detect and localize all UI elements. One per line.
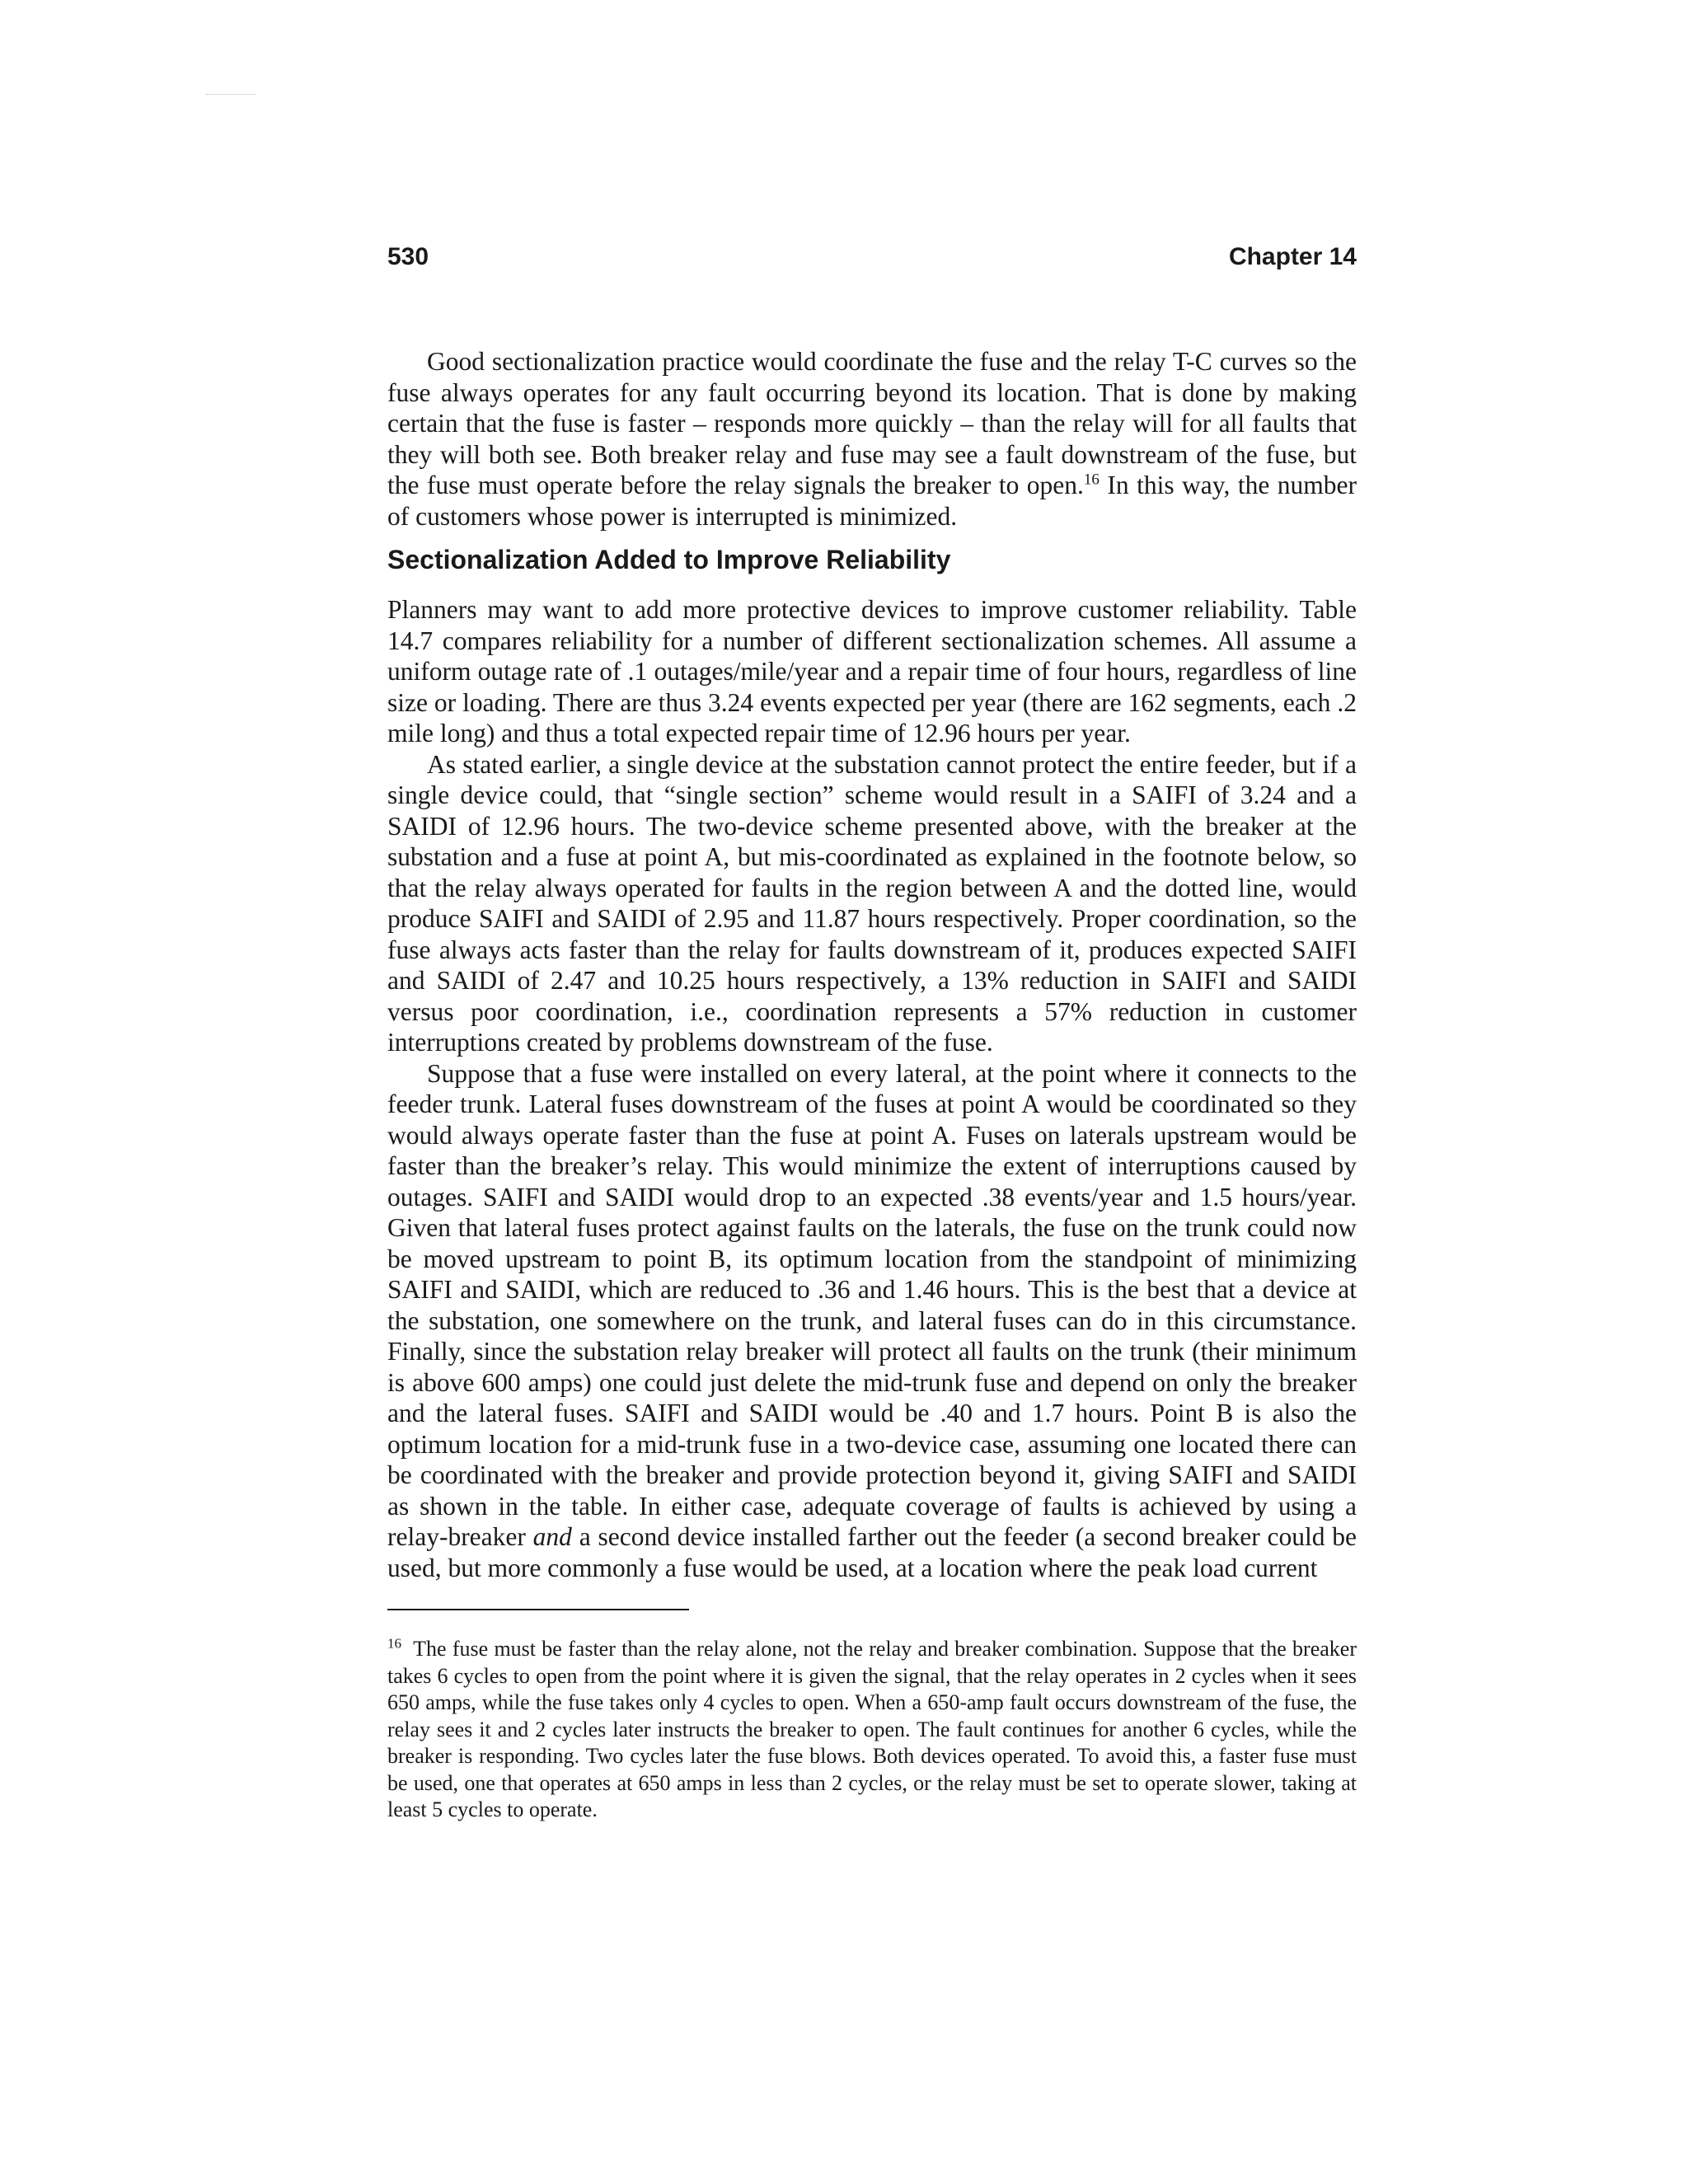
footnote-number: 16 <box>387 1635 401 1652</box>
body-text <box>387 346 1357 1583</box>
paragraph-lateral-fuses <box>387 1058 1357 1584</box>
section-heading: Sectionalization Added to Improve Reliability <box>387 545 951 574</box>
footnote-divider <box>387 1609 689 1610</box>
page-number: 530 <box>387 243 429 270</box>
paragraph-two-device-scheme: As stated earlier, a single device at the substation cannot protect the entire feeder, but if a single device could, that “single section” scheme would result in a SAIFI of 3.24 and a SAIDI of 12.96 hours. The two-device scheme presented above, with the breaker at the substation and a fuse at point A, but mis-coordinated as explained in the footnote below, so that the relay always operated for faults in the region between A and the dotted line, would produce SAIFI and SAIDI of 2.95 and 11.87 hours respectively. Proper coordination, so the fuse always acts faster than the relay for faults downstream of it, produces expected SAIFI and SAIDI of 2.47 and 10.25 hours respectively, a 13% reduction in SAIFI and SAIDI versus poor coordination, i.e., coordination represents a 57% reduction in customer interruptions created by problems downstream of the fuse. <box>387 749 1357 1057</box>
running-header <box>387 239 1357 275</box>
paragraph-text: a second device installed farther out the feeder (a second breaker could be used, but more commonly a fuse would be used, at a location where the peak load current <box>387 1522 1357 1582</box>
footnote-body: The fuse must be faster than the relay alone, not the relay and breaker combination. Suppose that the breaker takes 6 cycles to open from the point where it is given the signal, that the relay operates in 2 cycles when it sees 650 amps, while the fuse takes only 4 cycles to open. When a 650-amp fault occurs downstream of the fuse, the relay sees it and 2 cycles later instructs the breaker to open. The fault continues for another 6 cycles, while the breaker is responding. Two cycles later the fuse blows. Both devices operated. To avoid this, a faster fuse must be used, one that operates at 650 amps in less than 2 cycles, or the relay must be set to operate slower, taking at least 5 cycles to operate. <box>387 1637 1357 1821</box>
paragraph-schemes: Planners may want to add more protective devices to improve customer reliability. Table 14.7 compares reliability for a number of different sectionalization schemes. All assume a uniform outage rate of .1 outages/mile/year and a repair time of four hours, regardless of line size or loading. There are thus 3.24 events expected per year (there are 162 segments, each .2 mile long) and thus a total expected repair time of 12.96 hours per year. <box>387 595 1357 748</box>
chapter-label: Chapter 14 <box>1228 243 1357 270</box>
paragraph-text: Suppose that a fuse were installed on every lateral, at the point where it connects to the feeder trunk. Lateral fuses downstream of the fuses at point A would be coordinated so they would always operate faster than the fuse at point A. Fuses on laterals upstream would be faster than the breaker’s relay. This would minimize the extent of interruptions caused by outages. SAIFI and SAIDI would drop to an expected .38 events/year and 1.5 hours/year. Given that lateral fuses protect against faults on the laterals, the fuse on the trunk could now be moved upstream to point B, its optimum location from the standpoint of minimizing SAIFI and SAIDI, which are reduced to .36 and 1.46 hours. This is the best that a device at the substation, one somewhere on the trunk, and lateral fuses can do in this circumstance. Finally, since the substation relay breaker will protect all faults on the trunk (their minimum is above 600 amps) one could just delete the mid-trunk fuse and depend on only the breaker and the lateral fuses. SAIFI and SAIDI would be .40 and 1.7 hours. Point B is also the optimum location for a mid-trunk fuse in a two-device case, assuming one located there can be coordinated with the breaker and provide protection beyond it, giving SAIFI and SAIDI as shown in the table. In either case, adequate coverage of faults is achieved by using a relay-breaker <box>387 1058 1357 1551</box>
paragraph-text: In this way, the number of customers whose power is interrupted is minimized. <box>387 471 1357 531</box>
footnote <box>387 1636 1357 1824</box>
paragraph-coordination <box>387 346 1357 532</box>
footnote-text <box>387 1636 1357 1824</box>
emphasized-word: and <box>532 1522 572 1551</box>
paragraph-text: Good sectionalization practice would coordinate the fuse and the relay T-C curves so the fuse always operates for any fault occurring beyond its location. That is done by making certain that the fuse is faster – responds more quickly – than the relay will for all faults that they will both see. Both breaker relay and fuse may see a fault downstream of the fuse, but the fuse must operate before the relay signals the breaker to open. <box>387 347 1357 499</box>
footnote-reference: 16 <box>1083 471 1100 489</box>
scan-artifact <box>206 94 256 95</box>
